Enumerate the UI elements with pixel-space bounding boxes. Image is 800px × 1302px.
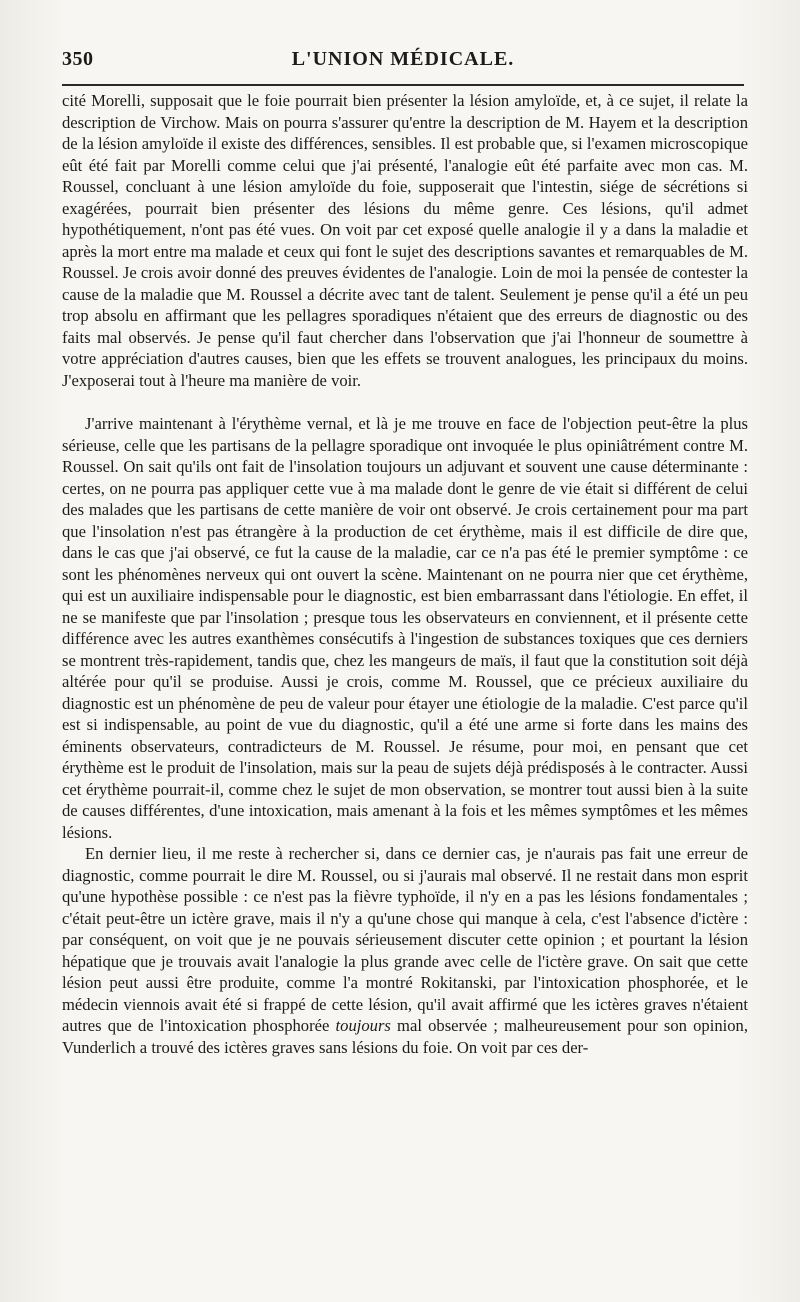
paragraph xyxy=(62,843,748,1058)
paragraph: J'arrive maintenant à l'érythème vernal, et là je me trouve en face de l'objection peut-être la plus sérieuse, celle que les partisans de la pellagre sporadique ont invoquée le plus opiniâtrément contre M. Roussel. On sait qu'ils ont fait de l'insolation toujours un adjuvant et souvent une cause déterminante : certes, on ne pourra pas appliquer cette vue à ma malade dont le genre de vie était si différent de celui des malades que les partisans de cette manière de voir ont observé. Je crois certainement pour ma part que l'insolation n'est pas étrangère à la production de cet érythème, mais il est difficile de dire que, dans le cas que j'ai observé, ce fut la cause de la maladie, car ce n'a pas été le premier symptôme : ce sont les phénomènes nerveux qui ont ouvert la scène. Maintenant on ne pourra nier que cet érythème, qui est un auxiliaire indispensable pour le diagnostic, est bien embarrassant dans l'étiologie. En effet, il ne se manifeste que par l'insolation ; presque tous les observateurs en conviennent, et il présente cette différence avec les autres exanthèmes consécutifs à l'ingestion de substances toxiques que ces derniers se montrent très-rapidement, tandis que, chez les mangeurs de maïs, il faut que la constitution soit déjà altérée pour qu'il se produise. Aussi je crois, comme M. Roussel, que ce précieux auxiliaire du diagnostic est un phénomène de peu de valeur pour étayer une étiologie de la maladie. C'est parce qu'il est si indispensable, au point de vue du diagnostic, qu'il a été une arme si forte dans les mains des éminents observateurs, contradicteurs de M. Roussel. Je résume, pour moi, en pensant que cet érythème est le produit de l'insolation, mais sur la peau de sujets déjà prédisposés à le contracter. Aussi cet érythème pourrait-il, comme chez le sujet de mon observation, se montrer tout aussi bien à la suite de causes différentes, d'une intoxication, mais amenant à la fois et les mêmes symptômes et les mêmes lésions. xyxy=(62,414,748,842)
page-number: 350 xyxy=(62,48,94,70)
paragraph-text: En dernier lieu, il me reste à rechercher si, dans ce dernier cas, je n'aurais pas fait une erreur de diagnostic, comme pourrait le dire M. Roussel, ou si j'aurais mal observé. Il ne restait dans mon esprit qu'une hypothèse possible : ce n'est pas la fièvre typhoïde, il n'y en a pas les lésions fondamentales ; c'était peut-être un ictère grave, mais il n'y a qu'une chose qui manque à cela, c'est l'absence d'ictère : par conséquent, on voit que je ne pouvais sérieusement discuter cette opinion ; et pourtant la lésion hépatique que je trouvais avait l'analogie la plus grande avec celle de l'ictère grave. On sait que cette lésion peut aussi être produite, comme l'a montré Rokitanski, par l'intoxication phosphorée, et le médecin viennois avait été si frappé de cette lésion, qu'il avait affirmé que les ictères graves n'étaient autres que de l'intoxication phosphorée xyxy=(62,844,748,1035)
running-title: L'UNION MÉDICALE. xyxy=(291,48,515,70)
paragraph-text: mal observée ; malheureusement pour son opinion, Vunderlich a trouvé des ictères graves sans lésions du foie. On voit par ces der- xyxy=(62,1016,748,1057)
article-body xyxy=(62,90,748,1058)
header-divider xyxy=(62,84,744,86)
gutter-bleed-through xyxy=(28,180,58,1180)
paragraph: cité Morelli, supposait que le foie pourrait bien présenter la lésion amyloïde, et, à ce sujet, il relate la description de Virchow. Mais on pourra s'assurer qu'entre la description de M. Hayem et la description de la lésion amyloïde il existe des différences, sensibles. Il est probable que, si l'examen microscopique eût été fait par Morelli comme celui que j'ai présenté, l'analogie eût été parfaite avec mon cas. M. Roussel, concluant à une lésion amyloïde du foie, supposerait que l'intestin, siége de sécrétions si exagérées, pourrait bien présenter des lésions du même genre. Ces lésions, qu'il admet hypothétiquement, n'ont pas été vues. On voit par cet exposé quelle analogie il y a dans la maladie et après la mort entre ma malade et ceux qui font le sujet des descriptions savantes et remarquables de M. Roussel. Je crois avoir donné des preuves évidentes de l'analogie. Loin de moi la pensée de contester la cause de la maladie que M. Roussel a décrite avec tant de talent. Seulement je pense qu'il a été un peu trop absolu en affirmant que les pellagres sporadiques n'étaient que des erreurs de diagnostic ou des faits mal observés. Je pense qu'il faut chercher dans l'observation que j'ai l'honneur de soumettre à votre appréciation d'autres causes, bien que les effets se trouvent analogues, les principaux du moins. J'exposerai tout à l'heure ma manière de voir. xyxy=(62,91,748,390)
page-header xyxy=(62,48,744,74)
italic-word: toujours xyxy=(335,1016,391,1035)
